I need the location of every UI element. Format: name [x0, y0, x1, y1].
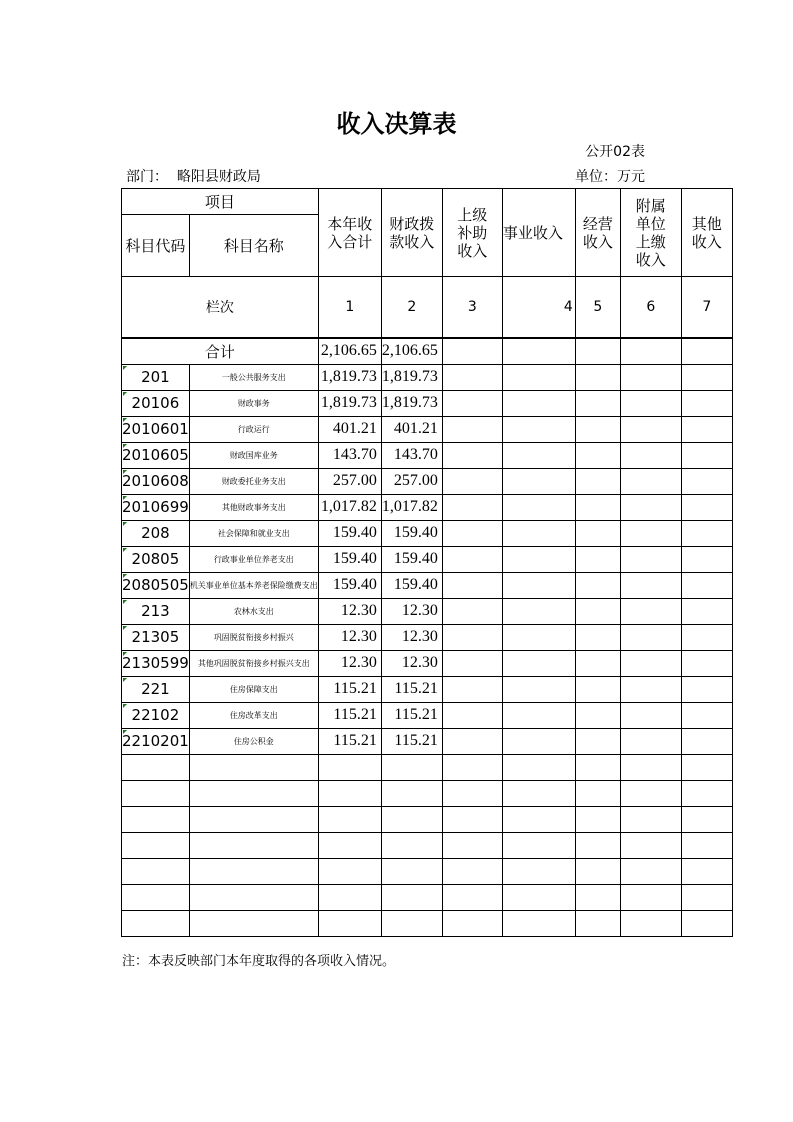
subject-name: 财政国库业务: [229, 450, 278, 460]
header-total: 本年收入合计: [318, 189, 381, 277]
empty-row: [122, 754, 733, 780]
subject-name: 机关事业单位基本养老保险缴费支出: [189, 580, 318, 590]
page-title: 收入决算表: [336, 110, 457, 138]
table-row: [122, 494, 733, 520]
subject-name: 住房改革支出: [229, 710, 278, 720]
table-row: [122, 468, 733, 494]
amount-total: 115.21: [318, 728, 381, 754]
subject-name: 巩固脱贫衔接乡村振兴: [213, 632, 294, 642]
total-amount: 2,106.65: [318, 338, 381, 365]
table-row: [122, 390, 733, 416]
amount-fiscal: 257.00: [381, 468, 442, 494]
subject-code: 2010608: [122, 468, 190, 494]
col-num: 5: [575, 277, 620, 338]
amount-fiscal: 159.40: [381, 572, 442, 598]
subject-code: 2010601: [122, 416, 190, 442]
amount-fiscal: 115.21: [381, 702, 442, 728]
empty-row: [122, 832, 733, 858]
subject-name: 一般公共服务支出: [221, 372, 286, 382]
table-row: [122, 702, 733, 728]
amount-fiscal: 159.40: [381, 546, 442, 572]
total-row: [122, 338, 733, 365]
table-row: [122, 728, 733, 754]
table-row: [122, 442, 733, 468]
table-row: [122, 416, 733, 442]
table-row: [122, 520, 733, 546]
subject-name: 行政运行: [237, 424, 270, 434]
col-num: 4: [502, 277, 575, 338]
amount-fiscal: 401.21: [381, 416, 442, 442]
amount-total: 12.30: [318, 624, 381, 650]
header-other: 其他收入: [681, 189, 732, 277]
header-superior: 上级补助收入: [442, 189, 502, 277]
table-row: [122, 546, 733, 572]
unit-label: 单位：万元: [575, 169, 645, 185]
header-name: 科目名称: [189, 215, 318, 277]
total-label: 合计: [122, 338, 319, 365]
subject-code: 208: [122, 520, 190, 546]
subject-code: 2130599: [122, 650, 190, 676]
table-row: [122, 598, 733, 624]
amount-fiscal: 12.30: [381, 598, 442, 624]
amount-total: 257.00: [318, 468, 381, 494]
amount-total: 115.21: [318, 702, 381, 728]
header-affiliated: 附属单位上缴收入: [620, 189, 681, 277]
table-row: [122, 676, 733, 702]
subject-name: 财政委托业务支出: [221, 476, 286, 486]
form-number: 公开02表: [585, 144, 645, 160]
amount-fiscal: 115.21: [381, 676, 442, 702]
footnote: 注：本表反映部门本年度取得的各项收入情况。: [122, 954, 396, 969]
col-num: 3: [442, 277, 502, 338]
subject-code: 2080505: [122, 572, 190, 598]
amount-fiscal: 159.40: [381, 520, 442, 546]
col-num: 6: [620, 277, 681, 338]
header-item: 项目: [122, 189, 319, 215]
subject-code: 22102: [122, 702, 190, 728]
amount-total: 159.40: [318, 520, 381, 546]
table-row: [122, 650, 733, 676]
subject-code: 2010699: [122, 494, 190, 520]
subject-code: 2010605: [122, 442, 190, 468]
subject-code: 20106: [122, 390, 190, 416]
col-num: 7: [681, 277, 732, 338]
total-fiscal: 2,106.65: [381, 338, 442, 365]
subject-name: 其他巩固脱贫衔接乡村振兴支出: [197, 658, 310, 668]
amount-total: 143.70: [318, 442, 381, 468]
amount-fiscal: 12.30: [381, 650, 442, 676]
col-num: 1: [318, 277, 381, 338]
department: [126, 166, 261, 186]
amount-total: 12.30: [318, 598, 381, 624]
empty-row: [122, 884, 733, 910]
subject-name: 财政事务: [237, 398, 270, 408]
amount-fiscal: 12.30: [381, 624, 442, 650]
amount-total: 115.21: [318, 676, 381, 702]
amount-total: 1,819.73: [318, 390, 381, 416]
header-operating: 经营收入: [575, 189, 620, 277]
header-code: 科目代码: [122, 215, 190, 277]
department-name: 略阳县财政局: [176, 169, 261, 185]
subject-name: 农林水支出: [233, 606, 274, 616]
subject-name: 住房保障支出: [229, 684, 278, 694]
empty-row: [122, 806, 733, 832]
row-label: 栏次: [122, 277, 319, 338]
header-fiscal: 财政拨款收入: [381, 189, 442, 277]
subject-code: 221: [122, 676, 190, 702]
subject-code: 20805: [122, 546, 190, 572]
subject-code: 21305: [122, 624, 190, 650]
income-table: [121, 188, 733, 937]
amount-fiscal: 1,017.82: [381, 494, 442, 520]
empty-row: [122, 858, 733, 884]
subject-name: 行政事业单位养老支出: [213, 554, 294, 564]
amount-fiscal: 1,819.73: [381, 364, 442, 390]
amount-total: 1,017.82: [318, 494, 381, 520]
subject-code: 201: [122, 364, 190, 390]
empty-row: [122, 780, 733, 806]
subject-code: 2210201: [122, 728, 190, 754]
header-business: 事业收入: [502, 189, 575, 277]
amount-total: 159.40: [318, 572, 381, 598]
subject-name: 社会保障和就业支出: [217, 528, 290, 538]
table-row: [122, 624, 733, 650]
amount-total: 159.40: [318, 546, 381, 572]
amount-fiscal: 1,819.73: [381, 390, 442, 416]
amount-fiscal: 115.21: [381, 728, 442, 754]
subject-code: 213: [122, 598, 190, 624]
subject-name: 其他财政事务支出: [221, 502, 286, 512]
amount-total: 401.21: [318, 416, 381, 442]
amount-total: 12.30: [318, 650, 381, 676]
empty-row: [122, 910, 733, 936]
amount-total: 1,819.73: [318, 364, 381, 390]
table-row: [122, 572, 733, 598]
col-num: 2: [381, 277, 442, 338]
table-row: [122, 364, 733, 390]
department-label: 部门：: [126, 169, 168, 185]
amount-fiscal: 143.70: [381, 442, 442, 468]
subject-name: 住房公积金: [233, 736, 274, 746]
